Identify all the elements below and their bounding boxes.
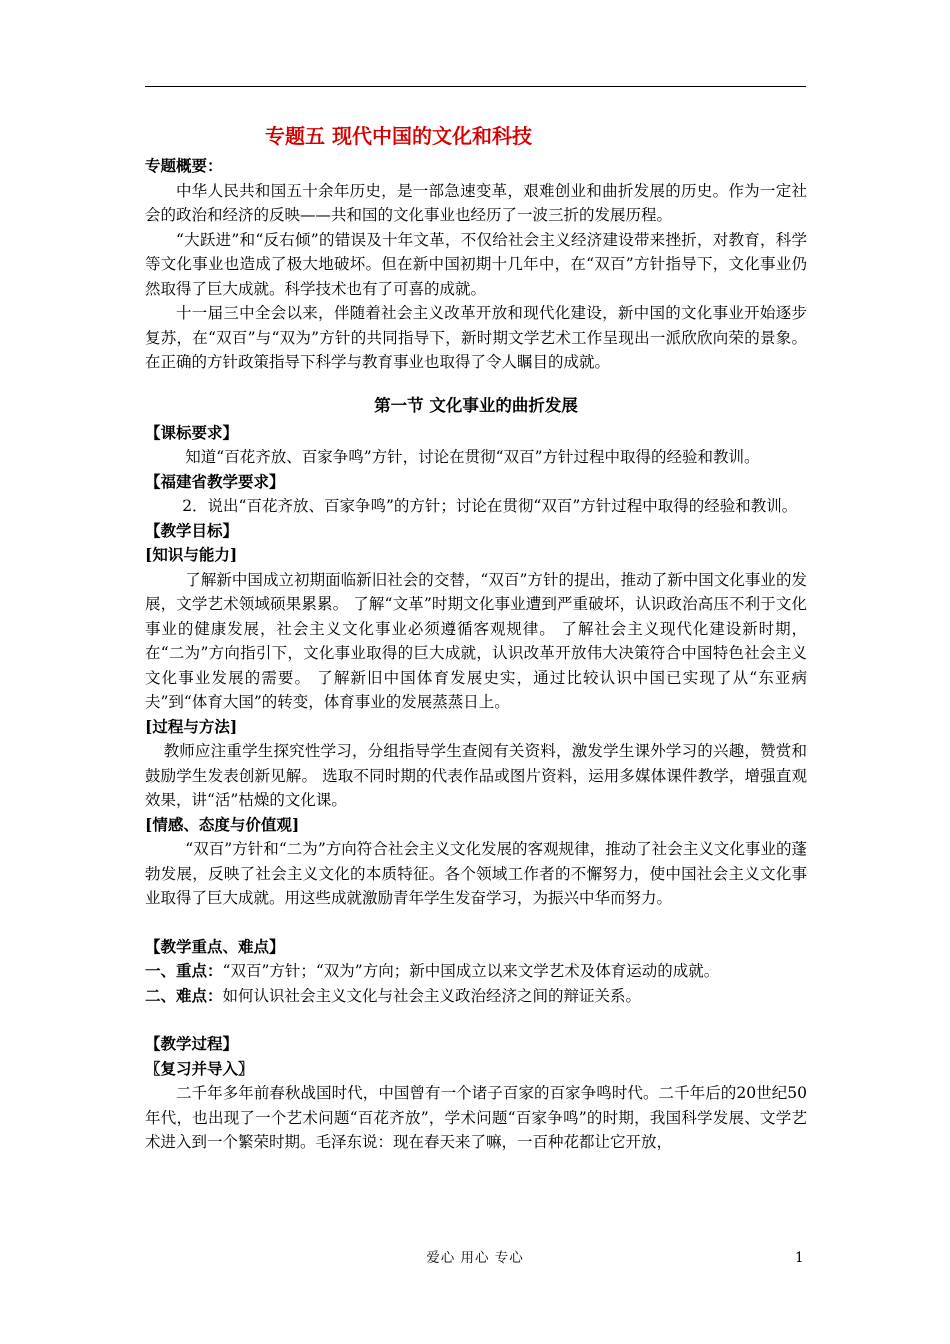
overview-paragraph-2: “大跃进”和“反右倾”的错误及十年文革，不仅给社会主义经济建设带来挫折，对教育，科学等文化事业也造成了极大地破坏。但在新中国初期十几年中，在“双百”方针指导下，文化事业仍然取得了巨大成就。科学技术也有了可喜的成就。 <box>145 230 807 298</box>
process-text: 教师应注重学生探究性学习，分组指导学生查阅有关资料，激发学生课外学习的兴趣，赞赏和鼓励学生发表创新见解。 选取不同时期的代表作品或图片资料，运用多媒体课件教学，增强直观效果，讲“活”枯燥的文化课。 <box>145 742 807 809</box>
document-title: 专题五 现代中国的文化和科技 <box>265 124 532 148</box>
difficult-point-label: 二、难点： <box>145 985 223 1005</box>
attitude-text: “双百”方针和“二为”方向符合社会主义文化发展的客观规律，推动了社会主义文化事业的蓬勃发展，反映了社会主义文化的本质特征。各个领域工作者的不懈努力，使中国社会主义文化事业取得了巨大成就。用这些成就激励青年学生发奋学习，为振兴中华而努力。 <box>145 840 807 907</box>
review-text: 二千年多年前春秋战国时代，中国曾有一个诸子百家的百家争鸣时代。二千年后的20世纪50年代，也出现了一个艺术问题“百花齐放”，学术问题“百家争鸣”的时期，我国科学发展、文学艺术进入到一个繁荣时期。毛泽东说：现在春天来了嘛，一百种花都让它开放， <box>145 1084 807 1151</box>
curriculum-heading: 【课标要求】 <box>145 422 239 442</box>
footer-motto: 爱心 用心 专心 <box>426 1250 524 1266</box>
spacer <box>145 1008 807 1032</box>
attitude-heading: [情感、态度与价值观] <box>145 814 300 834</box>
overview-heading: 专题概要： <box>145 156 223 175</box>
teaching-process-heading: 【教学过程】 <box>145 1034 239 1053</box>
section-title: 第一节 文化事业的曲折发展 <box>374 395 578 415</box>
overview-paragraph-3: 十一届三中全会以来，伴随着社会主义改革开放和现代化建设，新中国的文化事业开始逐步复苏，在“双百”与“双为”方针的共同指导下，新时期文学艺术工作呈现出一派欣欣向荣的景象。在正确的方针政策指导下科学与教育事业也取得了令人瞩目的成就。 <box>145 304 807 371</box>
fujian-text: 2．说出“百花齐放、百家争鸣”的方针；讨论在贯彻“双百”方针过程中取得的经验和教训。 <box>182 497 798 515</box>
difficult-point-text: 如何认识社会主义文化与社会主义政治经济之间的辩证关系。 <box>222 986 642 1005</box>
knowledge-heading: [知识与能力] <box>145 545 238 564</box>
page-footer <box>0 1248 950 1268</box>
review-heading: 〖复习并导入〗 <box>145 1058 254 1078</box>
document-content <box>145 118 807 1155</box>
difficult-point-line <box>145 984 807 1009</box>
page-number: 1 <box>795 1250 804 1266</box>
curriculum-text: 知道“百花齐放、百家争鸣”方针，讨论在贯彻“双百”方针过程中取得的经验和教训。 <box>185 448 760 466</box>
overview-paragraph-1: 中华人民共和国五十余年历史，是一部急速变革，艰难创业和曲折发展的历史。作为一定社会的政治和经济的反映——共和国的文化事业也经历了一波三折的发展历程。 <box>145 181 807 224</box>
key-difficult-heading: 【教学重点、难点】 <box>145 936 285 956</box>
key-point-line <box>145 959 807 984</box>
goals-heading: 【教学目标】 <box>145 520 239 540</box>
process-heading: [过程与方法] <box>145 716 238 736</box>
knowledge-text: 了解新中国成立初期面临新旧社会的交替，“双百”方针的提出，推动了新中国文化事业的发展，文学艺术领域硕果累累。 了解“文革”时期文化事业遭到严重破坏，认识政治高压不利于文化事业的健康发展，社会主义文化事业必须遵循客观规律。 了解社会主义现代化建设新时期，在“二为”方向指引下，文化事业取得的巨大成就，认识改革开放伟大决策符合中国特色社会主义文化事业发展的需要。 了解新旧中国体育发展史实，通过比较认识中国已实现了从“东亚病夫”到“体育大国”的转变，体育事业的发展蒸蒸日上。 <box>145 570 807 711</box>
fujian-heading: 【福建省教学要求】 <box>145 471 285 491</box>
key-point-text: “双百”方针；“双为”方向；新中国成立以来文学艺术及体育运动的成就。 <box>222 962 720 980</box>
key-point-label: 一、重点： <box>145 961 223 980</box>
header-rule <box>145 86 806 87</box>
spacer <box>145 911 807 935</box>
